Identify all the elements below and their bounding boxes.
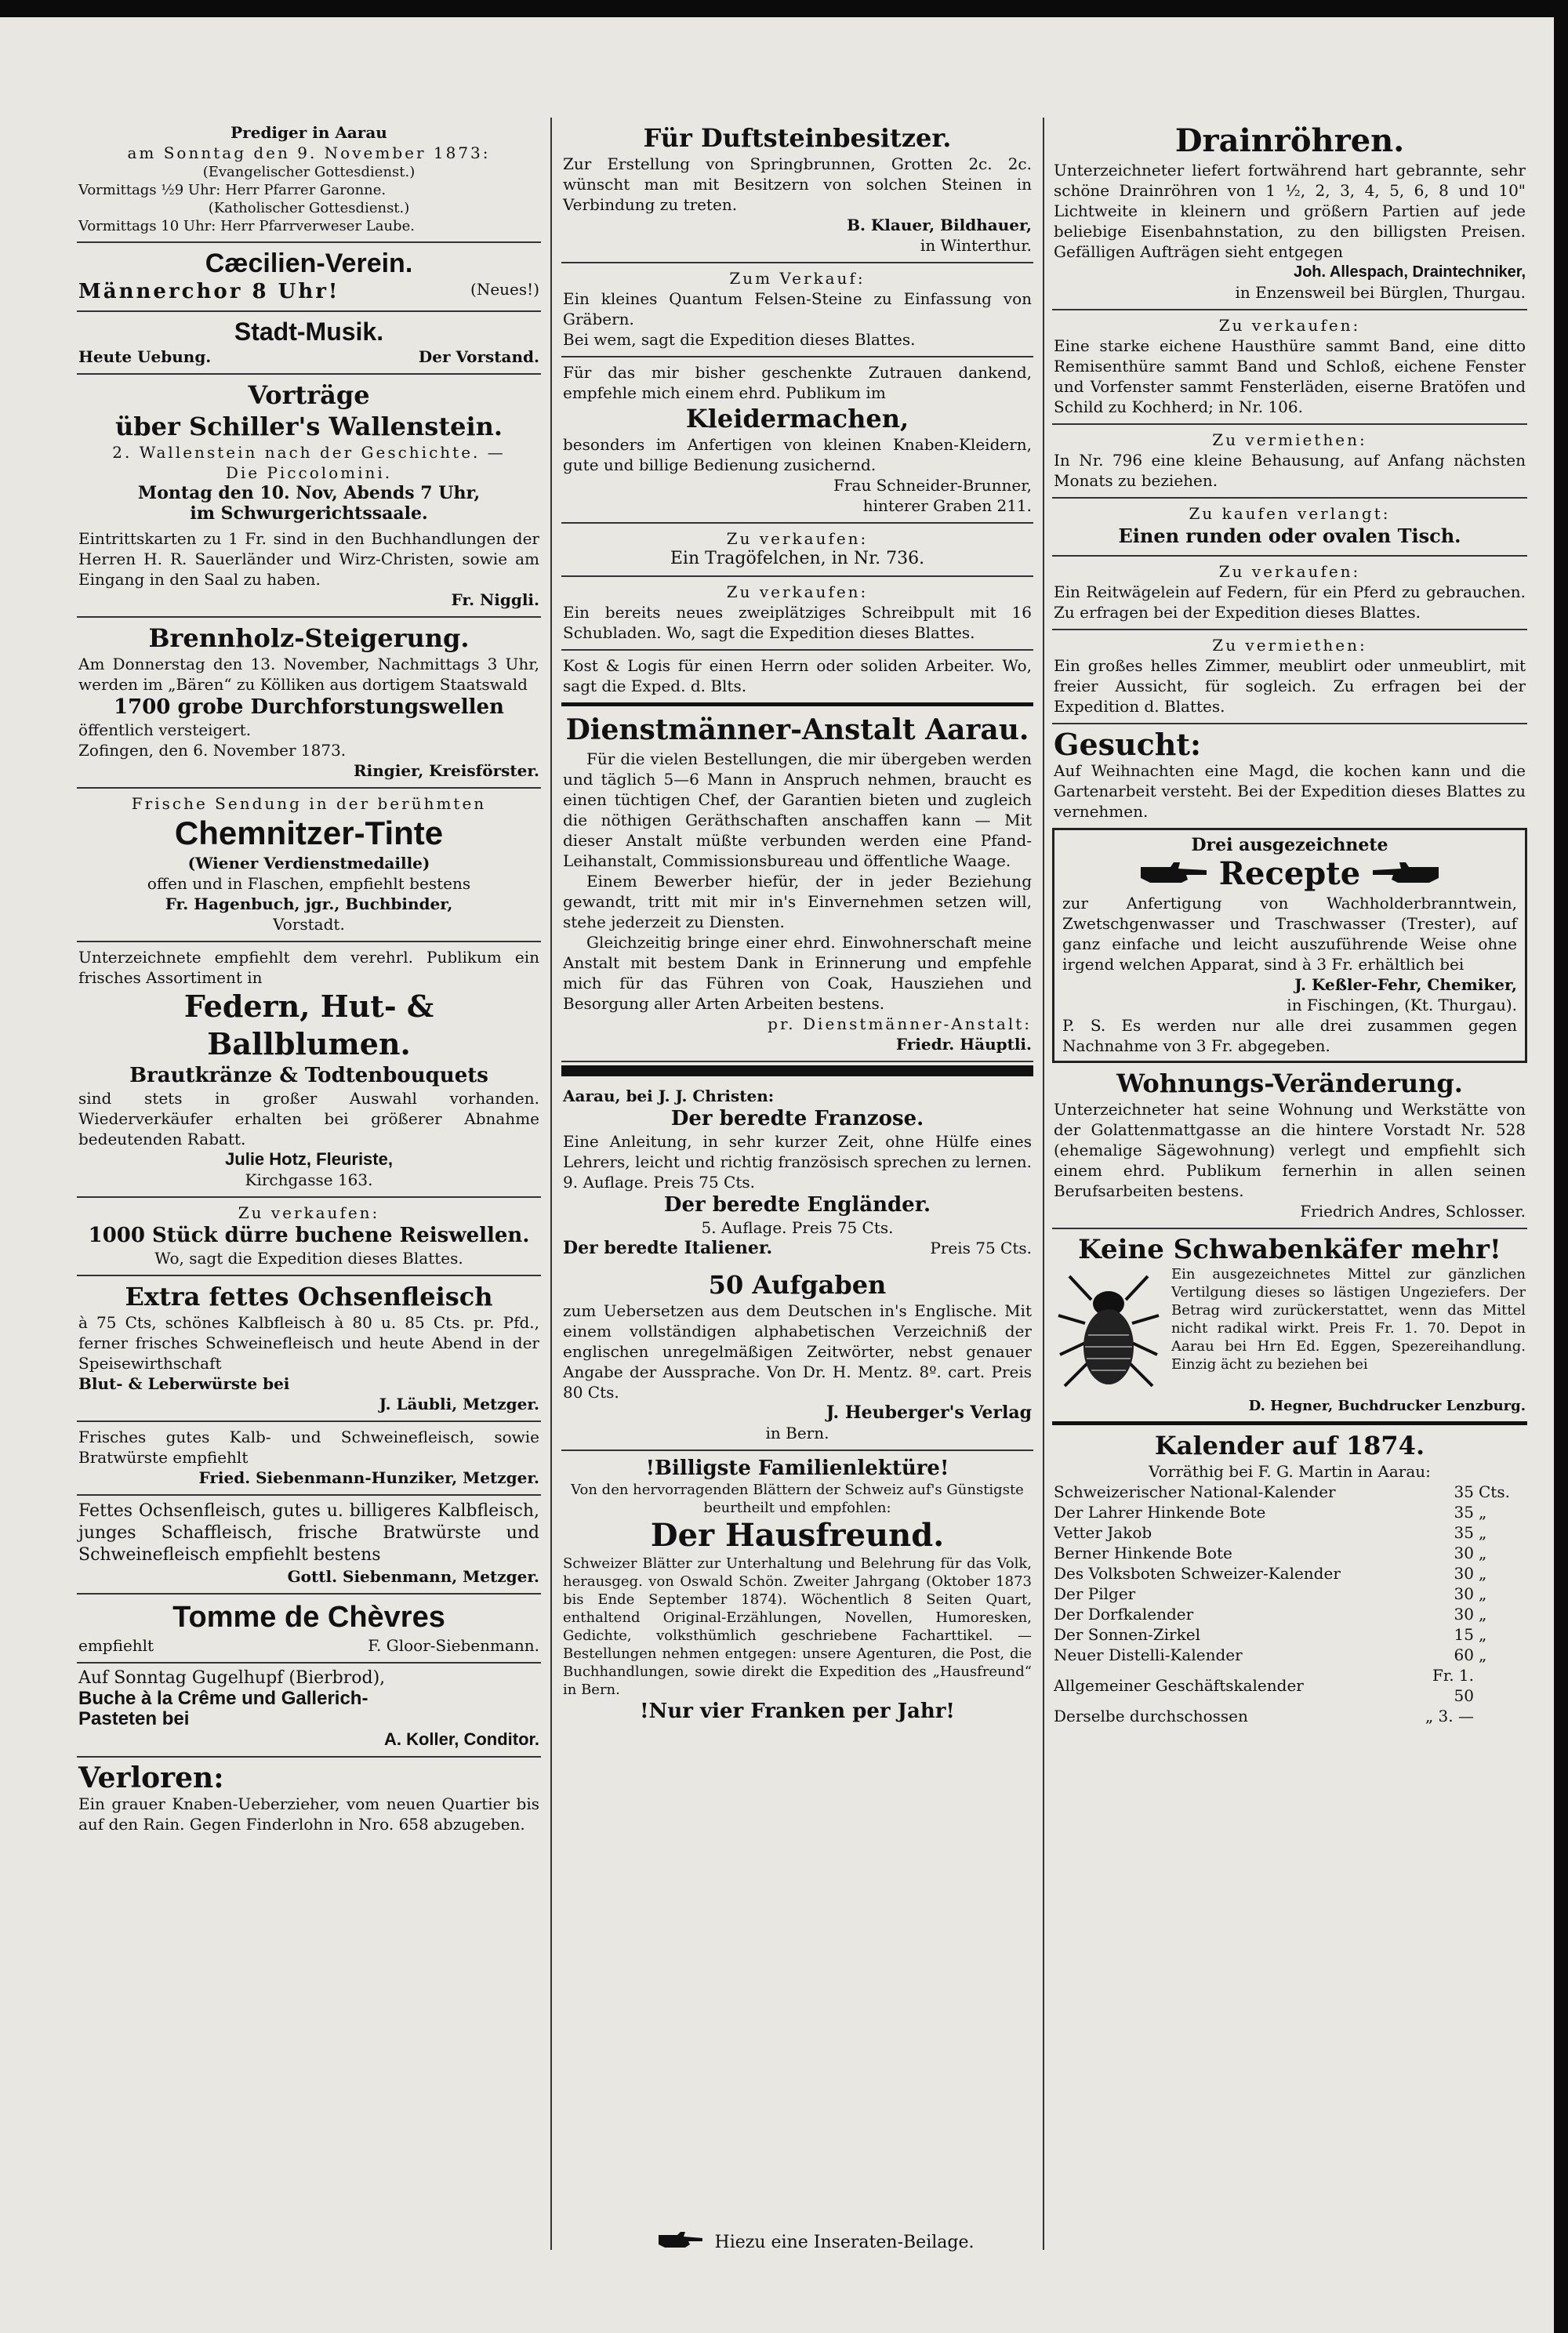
footer-note xyxy=(564,2230,1066,2254)
ad-text: in Fischingen, (Kt. Thurgau). xyxy=(1287,996,1517,1014)
calendar-price: 30 xyxy=(1454,1605,1474,1624)
ad-body: Am Donnerstag den 13. November, Nachmittags 3 Uhr, werden im „Bären“ zu Kölliken aus dortigem Staatswald xyxy=(78,655,539,694)
ad-title: Chemnitzer-Tinte xyxy=(174,815,444,851)
calendar-price: 30 xyxy=(1454,1544,1474,1562)
ad-body: Frisches gutes Kalb- und Schweinefleisch, sowie Bratwürste empfiehlt xyxy=(78,1428,539,1467)
ad-text: Blut- & Leberwürste bei xyxy=(78,1374,290,1393)
ad-title: Vorträge xyxy=(248,380,370,410)
calendar-name: Neuer Distelli-Kalender xyxy=(1054,1645,1243,1664)
ad-tomme xyxy=(77,1595,541,1664)
ad-aufgaben xyxy=(561,1264,1033,1451)
calendar-name: Der Dorfkalender xyxy=(1054,1605,1194,1624)
ad-text: Die Piccolomini. xyxy=(225,463,393,482)
ad-text: 2. Wallenstein nach der Geschichte. — xyxy=(112,443,506,462)
ad-signature: Friedrich Andres, Schlosser. xyxy=(1300,1202,1526,1221)
ad-tragoefelchen xyxy=(561,524,1033,577)
column-divider xyxy=(550,118,552,2250)
ad-koller xyxy=(77,1664,541,1758)
black-rule xyxy=(561,1065,1033,1076)
ad-body: Für die vielen Bestellungen, die mir übergeben werden und täglich 5—6 Mann in Anspruch nehmen, braucht es einen tüchtigen Chef, der Garantien bieten und zugleich die nöthigen Geräthschaften anschaffen kann — Mit dieser Anstalt müßte verbunden werden eine Pfand-Leihanstalt, Commissionsbureau und öffentliche Waage. xyxy=(563,749,1032,870)
ad-siebenmann-1 xyxy=(77,1422,541,1496)
ad-body: Unterzeichneter liefert fortwährend hart gebrannte, sehr schöne Drainröhren von 1 ½, 2, 3, 4, 5, 6, 8 und 10" Lichtweite in kleinern und größern Partien auf jede beliebige Eisenbahnstation, zu den billigsten Preisen. Gefälligen Aufträgen sieht entgegen xyxy=(1054,161,1526,261)
ad-title: Extra fettes Ochsenfleisch xyxy=(125,1282,493,1312)
calendar-unit: „ xyxy=(1479,1605,1487,1624)
column-1 xyxy=(77,118,541,2234)
ad-body: Einem Bewerber hiefür, der in jeder Beziehung gewandt, tritt mit mir in's Einvernehmen setzen will, stehe jederzeit zu Diensten. xyxy=(563,872,1032,931)
ad-signature: Fried. Siebenmann-Hunziker, Metzger. xyxy=(198,1468,539,1487)
ad-zimmer xyxy=(1052,630,1527,724)
newspaper-page xyxy=(77,118,1527,2281)
ad-text: Vorstadt. xyxy=(273,915,345,934)
ad-title: Kalender auf 1874. xyxy=(1154,1431,1425,1460)
ad-body: besonders im Anfertigen von kleinen Knaben-Kleidern, gute und billige Bedienung zusichernd. xyxy=(563,435,1032,474)
calendar-price: 35 xyxy=(1454,1482,1474,1501)
ad-title: Brennholz-Steigerung. xyxy=(148,623,470,653)
ad-dienstmaenner xyxy=(561,706,1033,1062)
ad-text: Kirchgasse 163. xyxy=(245,1170,373,1189)
ad-behausung xyxy=(1052,425,1527,499)
ad-text: Vormittags ½9 Uhr: Herr Pfarrer Garonne. xyxy=(78,182,387,198)
calendar-unit: „ xyxy=(1479,1523,1487,1542)
ad-text: in Winterthur. xyxy=(920,236,1032,255)
ad-heading: Männerchor 8 Uhr! xyxy=(78,280,340,303)
ad-body: Kost & Logis für einen Herrn oder soliden Arbeiter. Wo, sagt die Exped. d. Blts. xyxy=(563,656,1032,695)
ad-vortraege xyxy=(77,375,541,618)
ad-text: offen und in Flaschen, empfiehlt bestens xyxy=(147,874,471,893)
ad-body: zur Anfertigung von Wachholderbranntwein, Zwetschgenwasser und Traschwasser (Trester), auf ganz einfache und leicht auszuführende Weise ohne irgend welchen Apparat, sind à 3 Fr. erhältlich bei xyxy=(1062,894,1517,974)
ad-heading: 1700 grobe Durchforstungswellen xyxy=(114,695,504,719)
pointing-hand-right-icon xyxy=(657,2230,704,2254)
ad-text: Von den hervorragenden Blättern der Schweiz auf's Günstigste beurtheilt und empfohlen: xyxy=(571,1482,1024,1516)
ad-body: Eine Anleitung, in sehr kurzer Zeit, ohne Hülfe eines Lehrers, leicht und richtig französisch sprechen zu lernen. 9. Auflage. Preis 75 Cts. xyxy=(563,1132,1032,1192)
ad-prediger xyxy=(77,118,541,243)
ad-reiswellen xyxy=(77,1198,541,1276)
ad-kalender xyxy=(1052,1425,1527,1733)
ad-title: Gesucht: xyxy=(1054,727,1201,762)
ad-text: in Enzensweil bei Bürglen, Thurgau. xyxy=(1235,283,1526,302)
calendar-row xyxy=(1054,1482,1526,1502)
ad-body: Eine starke eichene Hausthüre sammt Band, eine ditto Remisenthüre sammt Band und Schloß, eichene Fenster und Vorfenster sammt Fensterläden, eiserne Bratöfen und Schild zu Kochherd; in Nr. 106. xyxy=(1054,336,1526,416)
ad-signature: Julie Hotz, Fleuriste, xyxy=(225,1149,393,1169)
ad-signature: Fr. Niggli. xyxy=(451,590,539,609)
ad-title: Verloren: xyxy=(78,1762,224,1794)
calendar-unit: „ xyxy=(1479,1503,1487,1522)
ad-title: Prediger in Aarau xyxy=(230,123,387,142)
ad-title: Cæcilien-Verein. xyxy=(205,249,413,278)
ad-heading: Zu verkaufen: xyxy=(1218,316,1361,335)
ad-title: Der Hausfreund. xyxy=(650,1517,945,1554)
ad-tinte xyxy=(77,789,541,942)
ad-title: 50 Aufgaben xyxy=(708,1270,887,1300)
ad-title: Dienstmänner-Anstalt Aarau. xyxy=(565,713,1029,746)
calendar-unit: „ xyxy=(1479,1645,1487,1664)
calendar-row xyxy=(1054,1522,1526,1543)
ad-body: Schweizer Blätter zur Unterhaltung und Belehrung für das Volk, herausgeg. von Oswald Schön. Zweiter Jahrgang (Oktober 1873 bis Ende September 1874). Wöchentlich 8 Seiten Quart, enthaltend Original-Erzählungen, Novellen, Humoresken, Gedichte, volksthümlich geschriebene Facharttikel. — Bestellungen nehmen entgegen: unsere Agenturen, die Post, die Buchhandlungen, sowie direkt die Expedition des „Hausfreund“ in Bern. xyxy=(563,1555,1032,1698)
calendar-name: Der Sonnen-Zirkel xyxy=(1054,1625,1200,1644)
calendar-price: 35 xyxy=(1454,1503,1474,1522)
ad-tisch xyxy=(1052,499,1527,557)
ad-title: Der beredte Italiener. xyxy=(563,1238,773,1258)
ad-christen xyxy=(561,1081,1033,1264)
ad-body: Ein grauer Knaben-Ueberzieher, vom neuen Quartier bis auf den Rain. Gegen Finderlohn in Nro. 658 abzugeben. xyxy=(78,1794,539,1834)
calendar-unit xyxy=(1474,1706,1526,1726)
ad-signature: F. Gloor-Siebenmann. xyxy=(368,1636,539,1655)
calendar-row xyxy=(1054,1665,1526,1706)
ad-text: pr. Dienstmänner-Anstalt: xyxy=(768,1014,1032,1033)
ad-heading: Zu verkaufen: xyxy=(1218,562,1361,581)
ad-text: hinterer Graben 211. xyxy=(862,496,1032,515)
ad-text: öffentlich versteigert. xyxy=(78,720,252,739)
calendar-name: Der Pilger xyxy=(1054,1584,1136,1603)
ad-body: sind stets in großer Auswahl vorhanden. Wiederverkäufer erhalten bei größerer Abnahme bedeutenden Rabatt. xyxy=(78,1089,539,1148)
calendar-price: 35 xyxy=(1454,1523,1474,1542)
ad-text: Unterzeichnete empfiehlt dem verehrl. Publikum ein frisches Assortiment in xyxy=(78,948,539,987)
calendar-unit: Cts. xyxy=(1479,1482,1510,1501)
calendar-name: Berner Hinkende Bote xyxy=(1054,1544,1232,1562)
ad-signature: B. Klauer, Bildhauer, xyxy=(847,216,1032,234)
calendar-row xyxy=(1054,1604,1526,1624)
ad-heading: Zu vermiethen: xyxy=(1212,430,1367,449)
ad-heading: Zu verkaufen: xyxy=(726,582,869,601)
ad-reitwaegelein xyxy=(1052,557,1527,630)
ad-text: im Schwurgerichtssaale. xyxy=(190,503,428,524)
ad-text: !Nur vier Franken per Jahr! xyxy=(640,1700,955,1723)
calendar-price: „ 3. — xyxy=(1425,1707,1474,1725)
calendar-name: Derselbe durchschossen xyxy=(1054,1707,1248,1725)
ad-body: à 75 Cts, schönes Kalbfleisch à 80 u. 85 Cts. pr. Pfd., ferner frisches Schweinefleisch und heute Abend in der Speisewirthschaft xyxy=(78,1313,539,1373)
ad-text: Für das mir bisher geschenkte Zutrauen dankend, empfehle mich einem ehrd. Publikum im xyxy=(563,363,1032,402)
calendar-row xyxy=(1054,1584,1526,1604)
ad-subtitle: Brautkränze & Todtenbouquets xyxy=(129,1064,488,1087)
ad-text: Der Vorstand. xyxy=(418,347,539,366)
ad-gesucht xyxy=(1052,724,1527,828)
ad-heading: Drei ausgezeichnete xyxy=(1191,835,1388,855)
ad-body: Gleichzeitig bringe einer ehrd. Einwohnerschaft meine Anstalt mit bestem Dank in Erinnerung und empfehle mich für das Führen von Coak, Hausziehen und Besorgung aller Arten Arbeiten bestens. xyxy=(563,933,1032,1013)
calendar-row xyxy=(1054,1706,1526,1726)
ad-title: Der beredte Franzose. xyxy=(670,1107,924,1130)
calendar-price-list xyxy=(1054,1482,1526,1726)
calendar-row xyxy=(1054,1502,1526,1522)
ad-schreibpult xyxy=(561,577,1033,651)
ad-recepte xyxy=(1052,828,1527,1063)
ad-body: Ein kleines Quantum Felsen-Steine zu Einfassung von Gräbern. xyxy=(563,289,1032,328)
ad-body: Ein ausgezeichnetes Mittel zur gänzlichen Vertilgung dieses so lästigen Ungeziefers. Der Betrag wird zurückerstattet, wenn das Mittel nicht radikal wirkt. Preis Fr. 1. 70. Depot in Aarau bei Hrn Ed. Eggen, Spezereihandlung. Einzig ächt zu beziehen bei xyxy=(1171,1266,1526,1373)
ad-body: Zur Erstellung von Springbrunnen, Grotten 2c. 2c. wünscht man mit Besitzern von solchen Steinen in Verbindung zu treten. xyxy=(563,154,1032,214)
ad-text: Montag den 10. Nov, Abends 7 Uhr, xyxy=(137,483,481,503)
ad-title: 1000 Stück dürre buchene Reiswellen. xyxy=(88,1224,530,1247)
ad-body: Ein Reitwägelein auf Federn, für ein Pferd zu gebrauchen. Zu erfragen bei der Expedition dieses Blattes. xyxy=(1054,582,1526,622)
column-2 xyxy=(561,118,1033,2234)
ad-signature: Friedr. Häuptli. xyxy=(895,1035,1032,1054)
ad-signature: Frau Schneider-Brunner, xyxy=(833,476,1032,495)
ad-drain xyxy=(1052,118,1527,310)
ad-title: Für Duftsteinbesitzer. xyxy=(643,123,952,153)
scan-top-edge xyxy=(0,0,1568,17)
calendar-unit: „ xyxy=(1479,1625,1487,1644)
ad-subtitle: (Wiener Verdienstmedaille) xyxy=(187,854,430,873)
ad-hausfreund xyxy=(561,1451,1033,1730)
ad-text: Zofingen, den 6. November 1873. xyxy=(78,741,347,760)
ad-heading: Zu kaufen verlangt: xyxy=(1189,504,1391,523)
ad-body: Unterzeichneter hat seine Wohnung und Werkstätte von der Golattenmattgasse an die hintere Vorstadt Nr. 528 (ehemalige Sägewohnung) verlegt und empfiehlt sich einem ehrd. Publikum fernerhin in allen seinen Berufsarbeiten bestens. xyxy=(1054,1100,1526,1200)
ad-text: Bei wem, sagt die Expedition dieses Blattes. xyxy=(563,330,916,349)
ad-text: Auf Sonntag Gugelhupf (Bierbrod), xyxy=(78,1668,386,1688)
ad-signature: Fr. Hagenbuch, jgr., Buchbinder, xyxy=(165,894,453,913)
ad-text: Frische Sendung in der berühmten xyxy=(131,794,487,813)
calendar-price: Fr. 1. 50 xyxy=(1432,1666,1474,1705)
ad-heading: Aarau, bei J. J. Christen: xyxy=(563,1087,775,1105)
calendar-unit xyxy=(1474,1665,1526,1706)
ad-heading: Zu vermiethen: xyxy=(1212,636,1367,655)
ad-signature: A. Koller, Conditor. xyxy=(383,1729,539,1749)
ad-signature: D. Hegner, Buchdrucker Lenzburg. xyxy=(1248,1398,1526,1414)
calendar-price: 30 xyxy=(1454,1564,1474,1583)
calendar-row xyxy=(1054,1543,1526,1563)
ad-note: (Neues!) xyxy=(470,280,539,299)
footer-text: Hiezu eine Inseraten-Beilage. xyxy=(714,2232,975,2252)
ad-title: Wohnungs-Veränderung. xyxy=(1116,1069,1463,1098)
calendar-name: Vetter Jakob xyxy=(1054,1523,1152,1542)
calendar-unit: „ xyxy=(1479,1544,1487,1562)
ad-stadtmusik xyxy=(77,312,541,375)
ad-title: Keine Schwabenkäfer mehr! xyxy=(1078,1234,1501,1265)
ad-text: Preis 75 Cts. xyxy=(930,1239,1032,1257)
calendar-unit: „ xyxy=(1479,1584,1487,1603)
calendar-row xyxy=(1054,1624,1526,1645)
ad-body: Ein bereits neues zweiplätziges Schreibpult mit 16 Schubladen. Wo, sagt die Expedition dieses Blattes. xyxy=(563,603,1032,642)
ad-signature: J. Läubli, Metzger. xyxy=(379,1395,539,1413)
ad-signature: Joh. Allespach, Draintechniker, xyxy=(1293,263,1526,281)
calendar-name: Der Lahrer Hinkende Bote xyxy=(1054,1503,1266,1522)
ad-title: über Schiller's Wallenstein. xyxy=(114,412,503,441)
ad-text: 5. Auflage. Preis 75 Cts. xyxy=(701,1218,894,1237)
ad-schwabenkaefer xyxy=(1052,1229,1527,1425)
ad-wohnung xyxy=(1052,1063,1527,1229)
ad-text: (Katholischer Gottesdienst.) xyxy=(208,200,410,216)
ad-body: Auf Weihnachten eine Magd, die kochen kann und die Gartenarbeit versteht. Bei der Expedition dieses Blattes zu vernehmen. xyxy=(1054,761,1526,821)
ad-haustuere xyxy=(1052,310,1527,425)
cockroach-icon xyxy=(1054,1268,1163,1394)
ad-brennholz xyxy=(77,618,541,789)
ad-title: Federn, Hut- & Ballblumen. xyxy=(183,989,434,1061)
pointing-hand-right-icon xyxy=(1139,859,1210,889)
ad-title: Recepte xyxy=(1218,855,1361,892)
ad-heading: Zum Verkauf: xyxy=(729,269,866,288)
pointing-hand-left-icon xyxy=(1370,859,1440,889)
calendar-name: Des Volksboten Schweizer-Kalender xyxy=(1054,1564,1341,1583)
ad-body: In Nr. 796 eine kleine Behausung, auf Anfang nächsten Monats zu beziehen. xyxy=(1054,451,1526,490)
column-3 xyxy=(1052,118,1527,2234)
ad-body: Ein großes helles Zimmer, meublirt oder unmeublirt, mit freier Aussicht, für sogleich. Zu erfragen bei der Expedition d. Blattes. xyxy=(1054,656,1526,716)
ad-felsen xyxy=(561,263,1033,357)
ad-title: Kleidermachen, xyxy=(685,404,909,434)
ad-text: Buche à la Crême und Gallerich- xyxy=(78,1688,368,1709)
ad-body: Ein Tragöfelchen, in Nr. 736. xyxy=(670,549,925,568)
ad-title: Stadt-Musik. xyxy=(234,317,384,346)
ad-text: Pasteten bei xyxy=(78,1708,190,1729)
ad-heading: !Billigste Familienlektüre! xyxy=(645,1457,949,1480)
ad-signature: Ringier, Kreisförster. xyxy=(354,761,539,780)
calendar-row xyxy=(1054,1563,1526,1584)
calendar-name: Schweizerischer National-Kalender xyxy=(1054,1482,1336,1501)
ad-signature: J. Keßler-Fehr, Chemiker, xyxy=(1294,975,1517,994)
calendar-price: 60 xyxy=(1454,1645,1474,1664)
ad-text: P. S. Es werden nur alle drei zusammen gegen Nachnahme von 3 Fr. abgegeben. xyxy=(1062,1016,1517,1055)
ad-title: Der beredte Engländer. xyxy=(663,1193,931,1217)
ad-subtitle: Vorräthig bei F. G. Martin in Aarau: xyxy=(1149,1462,1431,1481)
calendar-row xyxy=(1054,1645,1526,1665)
ad-heading: Zu verkaufen: xyxy=(726,529,869,548)
ad-kost xyxy=(561,651,1033,706)
calendar-price: 15 xyxy=(1454,1625,1474,1644)
ad-federn xyxy=(77,942,541,1198)
ad-heading: Zu verkaufen: xyxy=(238,1203,380,1222)
ad-text: in Bern. xyxy=(765,1424,829,1442)
ad-caecilien xyxy=(77,243,541,312)
ad-verloren xyxy=(77,1758,541,1841)
calendar-unit: „ xyxy=(1479,1564,1487,1583)
ad-text: empfiehlt xyxy=(78,1636,154,1655)
ad-body: Eintrittskarten zu 1 Fr. sind in den Buchhandlungen der Herren H. R. Sauerländer und Wirz-Christen, sowie am Eingang in den Saal zu haben. xyxy=(78,529,539,589)
calendar-price: 30 xyxy=(1454,1584,1474,1603)
scan-right-edge xyxy=(1554,0,1568,2333)
ad-duftstein xyxy=(561,118,1033,263)
ad-body: zum Uebersetzen aus dem Deutschen in's Englische. Mit einem vollständigen alphabetischen Verzeichniß der englischen unregelmäßigen Zeitwörter, nebst genauer Angabe der Aussprache. Von Dr. H. Mentz. 8º. cart. Preis 80 Cts. xyxy=(563,1301,1032,1402)
ad-title: Tomme de Chèvres xyxy=(172,1601,445,1634)
ad-body: Fettes Ochsenfleisch, gutes u. billigeres Kalbfleisch, junges Schaffleisch, frische Bratwürste und Schweinefleisch empfiehlt bestens xyxy=(78,1501,539,1565)
ad-title: Drainröhren. xyxy=(1174,122,1405,159)
ad-ochsenfleisch xyxy=(77,1276,541,1422)
ad-signature: Gottl. Siebenmann, Metzger. xyxy=(287,1567,539,1586)
ad-title: Einen runden oder ovalen Tisch. xyxy=(1118,524,1461,547)
column-divider xyxy=(1043,118,1044,2250)
ad-signature: J. Heuberger's Verlag xyxy=(826,1402,1032,1423)
ad-siebenmann-2 xyxy=(77,1496,541,1595)
ad-date: am Sonntag den 9. November 1873: xyxy=(127,143,491,162)
ad-text: Heute Uebung. xyxy=(78,347,212,366)
ad-kleider xyxy=(561,357,1033,524)
ad-text: Wo, sagt die Expedition dieses Blattes. xyxy=(154,1249,463,1268)
ad-text: (Evangelischer Gottesdienst.) xyxy=(202,164,416,180)
ad-text: Vormittags 10 Uhr: Herr Pfarrverweser Laube. xyxy=(78,218,415,234)
calendar-name: Allgemeiner Geschäftskalender xyxy=(1054,1676,1304,1695)
